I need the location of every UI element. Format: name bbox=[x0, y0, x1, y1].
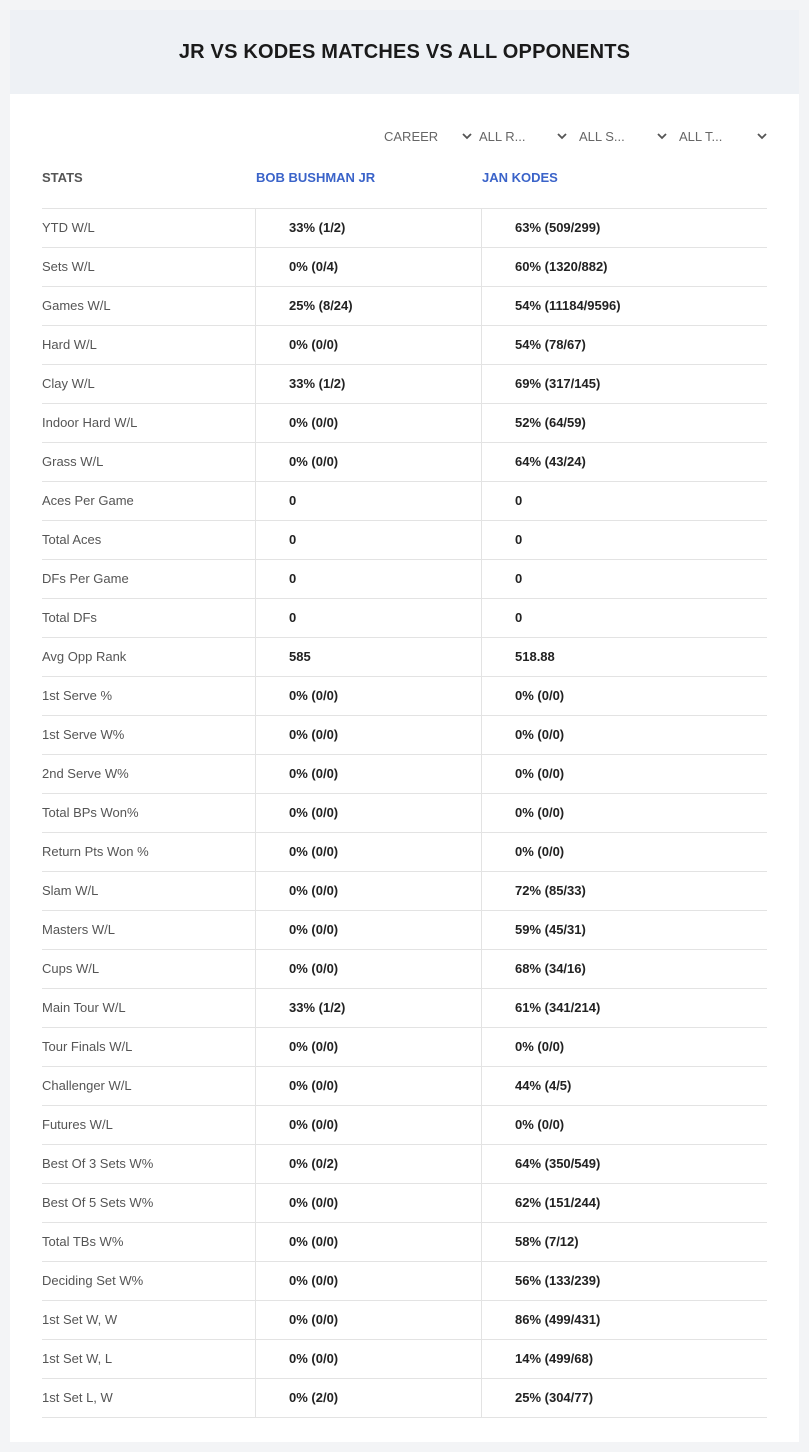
rounds-select[interactable] bbox=[479, 126, 569, 146]
stat-label: Aces Per Game bbox=[42, 493, 134, 508]
player1-value: 0 bbox=[255, 521, 481, 559]
player2-value: 0% (0/0) bbox=[481, 1028, 767, 1066]
player2-value: 62% (151/244) bbox=[481, 1184, 767, 1222]
player2-value: 54% (11184/9596) bbox=[481, 287, 767, 325]
stat-label: YTD W/L bbox=[42, 220, 95, 235]
player1-value: 585 bbox=[255, 638, 481, 676]
player1-value: 0% (0/0) bbox=[255, 833, 481, 871]
table-row bbox=[42, 599, 767, 638]
stat-label: Grass W/L bbox=[42, 454, 104, 469]
player2-value: 0 bbox=[481, 599, 767, 637]
player2-value: 518.88 bbox=[481, 638, 767, 676]
chevron-down-icon bbox=[555, 129, 569, 143]
stat-label: Main Tour W/L bbox=[42, 1000, 126, 1015]
player1-value: 0% (2/0) bbox=[255, 1379, 481, 1417]
player2-value: 0% (0/0) bbox=[481, 716, 767, 754]
table-row bbox=[42, 1106, 767, 1145]
filter-bar bbox=[380, 126, 770, 146]
player1-value: 0 bbox=[255, 482, 481, 520]
player2-value: 61% (341/214) bbox=[481, 989, 767, 1027]
player1-value: 0 bbox=[255, 560, 481, 598]
table-row bbox=[42, 248, 767, 287]
card-header bbox=[10, 10, 799, 94]
stat-label: Return Pts Won % bbox=[42, 844, 149, 859]
player1-value: 0% (0/0) bbox=[255, 716, 481, 754]
player2-value: 60% (1320/882) bbox=[481, 248, 767, 286]
table-row bbox=[42, 1223, 767, 1262]
stat-label: Total DFs bbox=[42, 610, 97, 625]
page-title: JR VS KODES MATCHES VS ALL OPPONENTS bbox=[178, 40, 631, 63]
stat-label: Indoor Hard W/L bbox=[42, 415, 138, 430]
stat-label: Clay W/L bbox=[42, 376, 95, 391]
player1-value: 0% (0/0) bbox=[255, 1301, 481, 1339]
table-row bbox=[42, 287, 767, 326]
player1-value: 0% (0/0) bbox=[255, 1223, 481, 1261]
player2-value: 56% (133/239) bbox=[481, 1262, 767, 1300]
table-row bbox=[42, 1262, 767, 1301]
player1-value: 0% (0/0) bbox=[255, 404, 481, 442]
player1-value: 33% (1/2) bbox=[255, 365, 481, 403]
table-row bbox=[42, 872, 767, 911]
player2-value: 52% (64/59) bbox=[481, 404, 767, 442]
player2-value: 44% (4/5) bbox=[481, 1067, 767, 1105]
player1-value: 0% (0/0) bbox=[255, 1262, 481, 1300]
stats-column-header: STATS bbox=[42, 170, 83, 185]
player2-value: 63% (509/299) bbox=[481, 209, 767, 247]
stat-label: Masters W/L bbox=[42, 922, 115, 937]
table-row bbox=[42, 989, 767, 1028]
player1-value: 0% (0/0) bbox=[255, 677, 481, 715]
player2-value: 64% (43/24) bbox=[481, 443, 767, 481]
player1-value: 0% (0/0) bbox=[255, 1106, 481, 1144]
player2-value: 0 bbox=[481, 560, 767, 598]
stat-label: 1st Set W, W bbox=[42, 1312, 118, 1327]
stat-label: 2nd Serve W% bbox=[42, 766, 129, 781]
player1-value: 0% (0/0) bbox=[255, 794, 481, 832]
table-row bbox=[42, 482, 767, 521]
player2-value: 14% (499/68) bbox=[481, 1340, 767, 1378]
player1-value: 0% (0/0) bbox=[255, 1067, 481, 1105]
stats-table bbox=[42, 208, 767, 1418]
player1-value: 0% (0/0) bbox=[255, 326, 481, 364]
table-row bbox=[42, 833, 767, 872]
period-select[interactable] bbox=[384, 126, 474, 146]
surfaces-select[interactable] bbox=[579, 126, 669, 146]
table-row bbox=[42, 521, 767, 560]
player2-value: 68% (34/16) bbox=[481, 950, 767, 988]
table-row bbox=[42, 1340, 767, 1379]
stat-label: Challenger W/L bbox=[42, 1078, 132, 1093]
player1-value: 0% (0/0) bbox=[255, 443, 481, 481]
stat-label: DFs Per Game bbox=[42, 571, 129, 586]
surfaces-select-label: ALL S... bbox=[579, 128, 625, 144]
player1-value: 0% (0/0) bbox=[255, 755, 481, 793]
table-row bbox=[42, 677, 767, 716]
stat-label: Avg Opp Rank bbox=[42, 649, 127, 664]
table-row bbox=[42, 716, 767, 755]
chevron-down-icon bbox=[755, 129, 769, 143]
stat-label: 1st Serve % bbox=[42, 688, 113, 703]
player2-value: 59% (45/31) bbox=[481, 911, 767, 949]
stat-label: Hard W/L bbox=[42, 337, 97, 352]
player2-value: 25% (304/77) bbox=[481, 1379, 767, 1417]
player2-value: 64% (350/549) bbox=[481, 1145, 767, 1183]
stat-label: Deciding Set W% bbox=[42, 1273, 144, 1288]
player1-value: 0% (0/4) bbox=[255, 248, 481, 286]
player2-value: 86% (499/431) bbox=[481, 1301, 767, 1339]
chevron-down-icon bbox=[460, 129, 474, 143]
stat-label: Best Of 5 Sets W% bbox=[42, 1195, 154, 1210]
player2-value: 0 bbox=[481, 521, 767, 559]
stat-label: Total TBs W% bbox=[42, 1234, 124, 1249]
stats-card bbox=[10, 10, 799, 1442]
player1-value: 0% (0/0) bbox=[255, 1184, 481, 1222]
table-row bbox=[42, 365, 767, 404]
player1-link[interactable]: BOB BUSHMAN JR bbox=[256, 170, 376, 185]
table-row bbox=[42, 638, 767, 677]
table-header bbox=[42, 170, 767, 190]
table-row bbox=[42, 1067, 767, 1106]
table-row bbox=[42, 443, 767, 482]
player2-value: 58% (7/12) bbox=[481, 1223, 767, 1261]
player2-value: 0% (0/0) bbox=[481, 833, 767, 871]
table-row bbox=[42, 560, 767, 599]
period-select-label: CAREER bbox=[384, 128, 439, 144]
table-row bbox=[42, 794, 767, 833]
tournaments-select[interactable] bbox=[679, 126, 769, 146]
table-row bbox=[42, 1028, 767, 1067]
table-row bbox=[42, 911, 767, 950]
player2-link[interactable]: JAN KODES bbox=[482, 170, 558, 185]
stat-label: Total BPs Won% bbox=[42, 805, 139, 820]
stat-label: Futures W/L bbox=[42, 1117, 113, 1132]
table-row bbox=[42, 1379, 767, 1418]
player2-value: 0% (0/0) bbox=[481, 677, 767, 715]
player2-value: 0 bbox=[481, 482, 767, 520]
player1-value: 33% (1/2) bbox=[255, 209, 481, 247]
player1-value: 0% (0/0) bbox=[255, 1340, 481, 1378]
stat-label: 1st Serve W% bbox=[42, 727, 125, 742]
table-row bbox=[42, 1301, 767, 1340]
table-row bbox=[42, 950, 767, 989]
rounds-select-label: ALL R... bbox=[479, 128, 526, 144]
table-row bbox=[42, 755, 767, 794]
player1-value: 25% (8/24) bbox=[255, 287, 481, 325]
player1-value: 33% (1/2) bbox=[255, 989, 481, 1027]
player1-value: 0 bbox=[255, 599, 481, 637]
table-row bbox=[42, 1184, 767, 1223]
player2-value: 0% (0/0) bbox=[481, 755, 767, 793]
table-row bbox=[42, 209, 767, 248]
player1-value: 0% (0/0) bbox=[255, 911, 481, 949]
player1-value: 0% (0/0) bbox=[255, 872, 481, 910]
player2-value: 69% (317/145) bbox=[481, 365, 767, 403]
stat-label: Sets W/L bbox=[42, 259, 95, 274]
table-row bbox=[42, 326, 767, 365]
player1-value: 0% (0/2) bbox=[255, 1145, 481, 1183]
chevron-down-icon bbox=[655, 129, 669, 143]
stat-label: Cups W/L bbox=[42, 961, 100, 976]
stat-label: Best Of 3 Sets W% bbox=[42, 1156, 154, 1171]
player2-value: 54% (78/67) bbox=[481, 326, 767, 364]
player1-value: 0% (0/0) bbox=[255, 950, 481, 988]
tournaments-select-label: ALL T... bbox=[679, 128, 723, 144]
stat-label: Games W/L bbox=[42, 298, 111, 313]
player2-value: 0% (0/0) bbox=[481, 1106, 767, 1144]
player2-value: 72% (85/33) bbox=[481, 872, 767, 910]
table-row bbox=[42, 1145, 767, 1184]
stat-label: 1st Set L, W bbox=[42, 1390, 113, 1405]
player2-value: 0% (0/0) bbox=[481, 794, 767, 832]
player1-value: 0% (0/0) bbox=[255, 1028, 481, 1066]
table-row bbox=[42, 404, 767, 443]
stat-label: Slam W/L bbox=[42, 883, 99, 898]
stat-label: 1st Set W, L bbox=[42, 1351, 113, 1366]
stat-label: Tour Finals W/L bbox=[42, 1039, 133, 1054]
stat-label: Total Aces bbox=[42, 532, 102, 547]
